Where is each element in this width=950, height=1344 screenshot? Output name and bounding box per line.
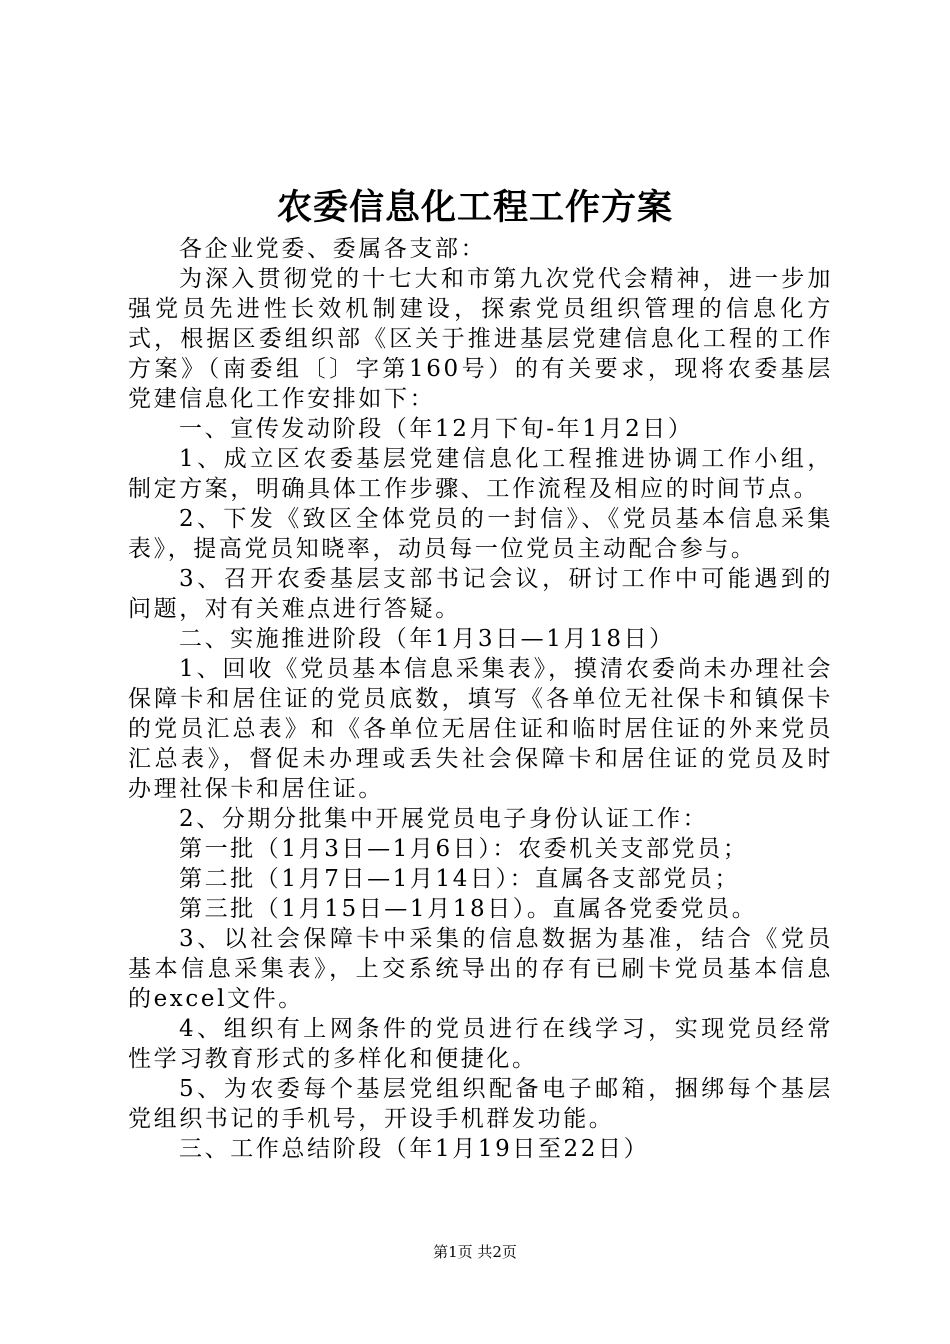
- batch-3: 第三批（1月15日—1月18日）。直属各党委党员。: [179, 896, 758, 922]
- section-heading-2: 二、实施推进阶段（年1月3日—1月18日）: [179, 626, 675, 652]
- document-body: [128, 234, 833, 1164]
- section2-item-1: 1、回收《党员基本信息采集表》，摸清农委尚未办理社会保障卡和居住证的党员底数，填写《各单位无社保卡和镇保卡的党员汇总表》和《各单位无居住证和临时居住证的外来党员汇总表》，督促未办理或丢失社会保障卡和居住证的党员及时办理社保卡和居住证。: [128, 656, 833, 802]
- page-number-footer: 第1页 共2页: [433, 1243, 517, 1261]
- section-heading-1: 一、宣传发动阶段（年12月下旬-年1月2日）: [179, 416, 694, 442]
- batch-2: 第二批（1月7日—1月14日）：直属各支部党员；: [179, 866, 741, 892]
- document-title: 农委信息化工程工作方案: [276, 187, 673, 228]
- section1-item-1: 1、成立区农委基层党建信息化工程推进协调工作小组，制定方案，明确具体工作步骤、工作流程及相应的时间节点。: [128, 446, 833, 502]
- batch-1: 第一批（1月3日—1月6日）：农委机关支部党员；: [179, 836, 749, 862]
- section2-item-2: 2、分期分批集中开展党员电子身份认证工作：: [179, 806, 709, 832]
- section2-item-5: 5、为农委每个基层党组织配备电子邮箱，捆绑每个基层党组织书记的手机号，开设手机群发功能。: [128, 1076, 833, 1132]
- section-heading-3: 三、工作总结阶段（年1月19日至22日）: [179, 1136, 650, 1162]
- section2-item-3: 3、以社会保障卡中采集的信息数据为基准，结合《党员基本信息采集表》，上交系统导出的存有已刷卡党员基本信息的excel文件。: [128, 926, 833, 1012]
- salutation: 各企业党委、委属各支部：: [179, 236, 487, 262]
- section2-item-4: 4、组织有上网条件的党员进行在线学习，实现党员经常性学习教育形式的多样化和便捷化。: [128, 1016, 833, 1072]
- intro-paragraph: 为深入贯彻党的十七大和市第九次党代会精神，进一步加强党员先进性长效机制建设，探索党员组织管理的信息化方式，根据区委组织部《区关于推进基层党建信息化工程的工作方案》（南委组〔〕字第160号）的有关要求，现将农委基层党建信息化工作安排如下：: [128, 266, 833, 412]
- section1-item-2: 2、下发《致区全体党员的一封信》、《党员基本信息采集表》，提高党员知晓率，动员每一位党员主动配合参与。: [128, 506, 833, 562]
- section1-item-3: 3、召开农委基层支部书记会议，研讨工作中可能遇到的问题，对有关难点进行答疑。: [128, 566, 833, 622]
